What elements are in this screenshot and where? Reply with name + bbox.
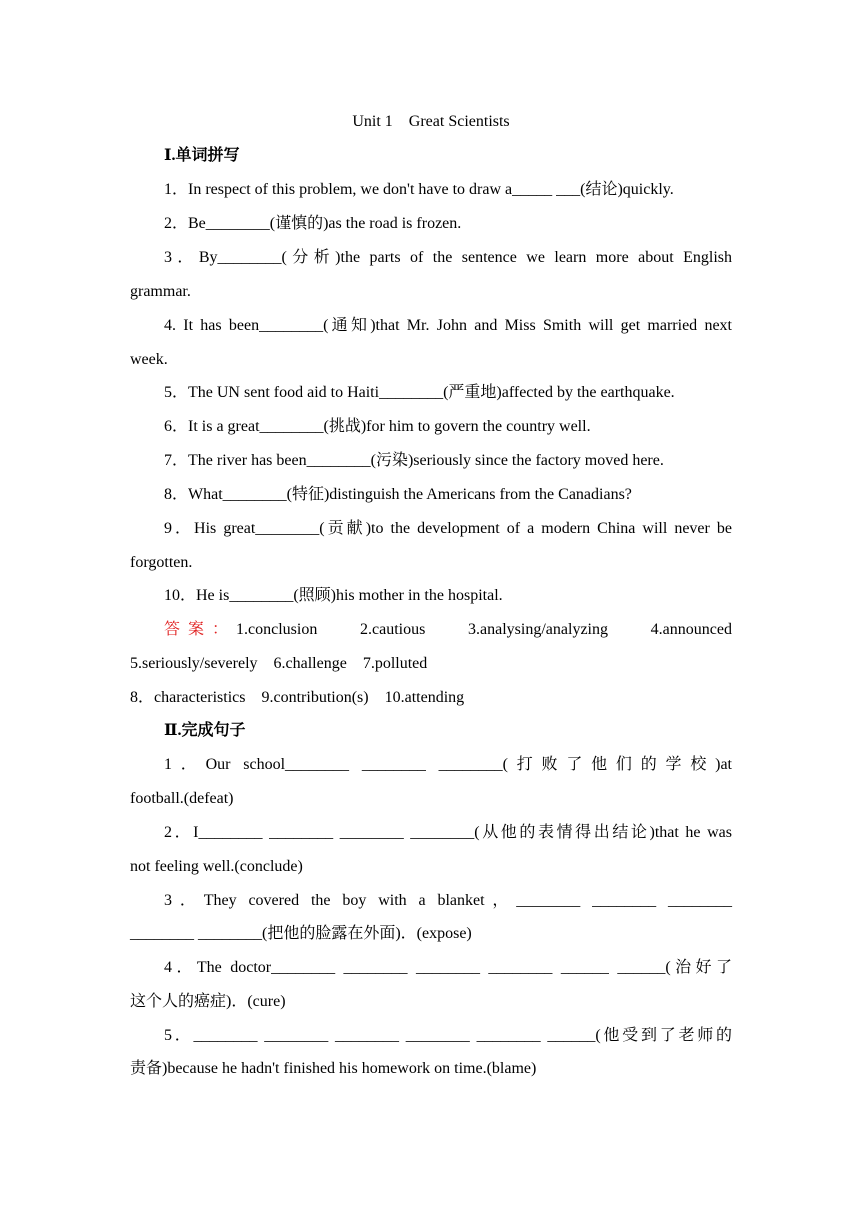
vocab-item-7: 7．The river has been________(污染)seriously since the factory moved here.: [164, 452, 664, 469]
section-heading-vocabulary: Ⅰ.单词拼写: [164, 147, 240, 164]
sentence-item-3-cont: ________ ________(把他的脸露在外面)．(expose): [130, 925, 472, 942]
vocab-item-2: 2．Be________(谨慎的)as the road is frozen.: [164, 215, 462, 232]
vocab-item-1: 1．In respect of this problem, we don't have to draw a_____ ___(结论)quickly.: [164, 181, 674, 198]
sentence-item-2: 2．I________ ________ ________ ________(从他的表情得出结论)that he was: [164, 824, 732, 841]
answer-line-3: 8．characteristics 9.contribution(s) 10.attending: [130, 689, 465, 706]
vocab-item-4: 4. It has been________(通知)that Mr. John and Miss Smith will get married next: [164, 317, 732, 334]
answer-line-1: [130, 620, 732, 640]
vocab-item-6: 6．It is a great________(挑战)for him to govern the country well.: [164, 418, 591, 435]
vocab-item-10: 10．He is________(照顾)his mother in the hospital.: [164, 587, 503, 604]
vocab-item-9: 9．His great________(贡献)to the development of a modern China will never be: [164, 520, 732, 537]
vocab-item-3-cont: grammar.: [130, 283, 191, 300]
sentence-item-1-cont: football.(defeat): [130, 790, 234, 807]
vocab-item-5: 5．The UN sent food aid to Haiti________(严重地)affected by the earthquake.: [164, 384, 675, 401]
vocab-item-4-cont: week.: [130, 351, 168, 368]
sentence-item-3: 3．They covered the boy with a blanket，________ ________ ________: [164, 892, 732, 909]
sentence-item-2-cont: not feeling well.(conclude): [130, 858, 303, 875]
sentence-item-4-cont: 这个人的癌症)．(cure): [130, 993, 286, 1010]
vocab-item-9-cont: forgotten.: [130, 554, 193, 571]
vocab-item-8: 8．What________(特征)distinguish the Americans from the Canadians?: [164, 486, 632, 503]
answer-label: 答案：: [164, 621, 237, 638]
answer-text-1: 1.conclusion 2.cautious 3.analysing/analyzing 4.announced: [236, 621, 732, 638]
sentence-item-5: 5．________ ________ ________ ________ ________ ______(他受到了老师的: [164, 1027, 732, 1044]
sentence-item-4: 4．The doctor________ ________ ________ ________ ______ ______(治好了: [164, 959, 732, 976]
sentence-item-5-cont: 责备)because he hadn't finished his homework on time.(blame): [130, 1060, 537, 1077]
answer-line-2: 5.seriously/severely 6.challenge 7.polluted: [130, 655, 428, 672]
section-heading-sentences: Ⅱ.完成句子: [164, 722, 246, 739]
page-title: Unit 1 Great Scientists: [352, 113, 510, 130]
sentence-item-1: 1．Our school________ ________ ________(打败了他们的学校)at: [164, 756, 732, 773]
vocab-item-3: 3．By________(分析)the parts of the sentence we learn more about English: [164, 249, 732, 266]
